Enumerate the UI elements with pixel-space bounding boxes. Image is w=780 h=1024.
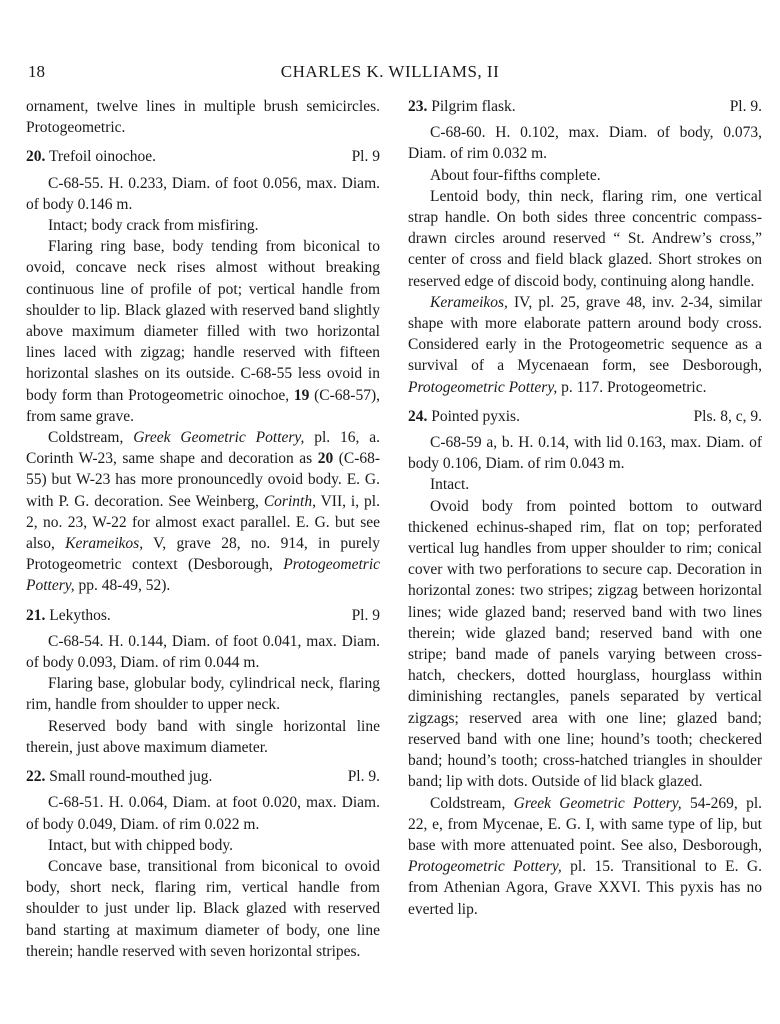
entry-title: Lekythos. bbox=[49, 606, 111, 624]
entry-24-condition: Intact. bbox=[430, 476, 470, 494]
entry-24-comparanda: Coldstream, Greek Geometric Pottery, 54-269, pl. 22, e, from Mycenae, E. G. I, with same type of lip, but base with more attenuated point. See also, Desborough, Protogeometric Pottery, pl. 15. Transitional to E. G. from Athenian Agora, Grave XXVI. This pyxis has no everted lip. bbox=[408, 794, 763, 918]
entry-23-description: Lentoid body, thin neck, flaring rim, one vertical strap handle. On both sides three concentric compass-drawn circles around reserved “ St. Andrew’s cross,” center of cross and field black glazed. Short strokes on reserved edge of discoid body, continuing along handle. bbox=[408, 187, 762, 290]
entry-20-dimensions: C-68-55. H. 0.233, Diam. of foot 0.056, max. Diam. of body 0.146 m. bbox=[26, 174, 380, 213]
entry-23-dimensions: C-68-60. H. 0.102, max. Diam. of body, 0.073, Diam. of rim 0.032 m. bbox=[408, 124, 762, 163]
entry-title: Small round-mouthed jug. bbox=[49, 768, 213, 786]
entry-24-heading bbox=[408, 406, 762, 427]
entry-number: 21. bbox=[26, 606, 46, 624]
page-header bbox=[0, 62, 780, 84]
entry-24-description: Ovoid body from pointed bottom to outward thickened echinus-shaped rim, flat on top; perforated vertical lug handles from upper shoulder to rim; conical cover with two perforations to secure cap. Decoration in horizontal zones: two stripes; zigzag between horizontal lines; wide glazed band; reserved band with two lines therein; wide glazed band; reserved band with one stripe; band made of panels varying between cross-hatch, checkers, dotted hourglass, hourglass within diminishing rectangles, panels separated by vertical zigzags; reserved area with one line; glazed band; reserved band with one line; hound’s tooth; checkered band; hound’s tooth; cross-hatched triangles in shoulder band; lip with dots. Outside of lid black glazed. bbox=[408, 497, 762, 791]
plate-reference: Pl. 9. bbox=[729, 98, 762, 115]
entry-number: 24. bbox=[408, 407, 428, 425]
entry-title: Pointed pyxis. bbox=[431, 407, 520, 425]
running-title: CHARLES K. WILLIAMS, II bbox=[280, 62, 500, 81]
right-column bbox=[408, 96, 762, 920]
entry-21-heading bbox=[26, 605, 380, 626]
entry-20-description: Flaring ring base, body tending from biconical to ovoid, concave neck rises almost without breaking continuous line of profile of pot; vertical handle from shoulder to lip. Black glazed with reserved band slightly above maximum diameter filled with two horizontal lines laced with zigzag; handle reserved with fifteen horizontal slashes on its outside. C-68-55 less ovoid in body form than Protogeometric oinochoe, 19 (C-68-57), from same grave. bbox=[26, 238, 381, 425]
entry-number: 20. bbox=[26, 148, 46, 166]
entry-20-heading bbox=[26, 146, 380, 167]
entry-23-condition: About four-fifths complete. bbox=[430, 166, 601, 184]
plate-reference: Pl. 9 bbox=[351, 148, 380, 166]
entry-21-decoration: Reserved body band with single horizontal line therein, just above maximum diameter. bbox=[26, 717, 380, 756]
page-number: 18 bbox=[28, 62, 45, 81]
entry-22-condition: Intact, but with chipped body. bbox=[48, 836, 233, 854]
entry-number: 23. bbox=[408, 98, 428, 115]
entry-number: 22. bbox=[26, 768, 46, 786]
entry-23-heading bbox=[408, 96, 762, 117]
continued-text: ornament, twelve lines in multiple brush semicircles. Protogeometric. bbox=[26, 98, 380, 137]
plate-reference: Pl. 9. bbox=[347, 768, 380, 786]
plate-reference: Pls. 8, c, 9. bbox=[693, 407, 762, 425]
entry-22-dimensions: C-68-51. H. 0.064, Diam. at foot 0.020, max. Diam. of body 0.049, Diam. of rim 0.022 m. bbox=[26, 794, 380, 833]
entry-21-description: Flaring base, globular body, cylindrical neck, flaring rim, handle from shoulder to upper neck. bbox=[26, 675, 380, 714]
entry-21-dimensions: C-68-54. H. 0.144, Diam. of foot 0.041, max. Diam. of body 0.093, Diam. of rim 0.044 m. bbox=[26, 632, 380, 672]
left-column bbox=[26, 96, 380, 962]
entry-24-dimensions: C-68-59 a, b. H. 0.14, with lid 0.163, max. Diam. of body 0.106, Diam. of rim 0.043 m. bbox=[408, 434, 762, 473]
entry-22-heading bbox=[26, 766, 380, 787]
entry-22-description: Concave base, transitional from biconical to ovoid body, short neck, flaring rim, vertical handle from shoulder to just under lip. Black glazed with reserved band starting at maximum diameter of body, one line therein; handle reserved with seven horizontal stripes. bbox=[26, 857, 380, 960]
entry-title: Trefoil oinochoe. bbox=[48, 148, 157, 166]
entry-20-condition: Intact; body crack from misfiring. bbox=[48, 217, 259, 235]
entry-title: Pilgrim flask. bbox=[431, 98, 516, 115]
entry-20-comparanda: Coldstream, Greek Geometric Pottery, pl. 16, a. Corinth W-23, same shape and decoration as 20 (C-68-55) but W-23 has more pronouncedly ovoid body. E. G. with P. G. decoration. See Weinberg, Corinth, VII, i, pl. 2, no. 23, W-22 for almost exact parallel. E. G. but see also, Kerameikos, V, grave 28, no. 914, in purely Protogeometric context (Desborough, Protogeometric Pottery, pp. 48-49, 52). bbox=[26, 429, 381, 595]
plate-reference: Pl. 9 bbox=[351, 606, 380, 624]
entry-23-comparanda: Kerameikos, IV, pl. 25, grave 48, inv. 2-34, similar shape with more elaborate pattern around body cross. Considered early in the Protogeometric sequence as a survival of a Mycenaean form, see Desborough, Protogeometric Pottery, p. 117. Protogeometric. bbox=[408, 293, 762, 396]
